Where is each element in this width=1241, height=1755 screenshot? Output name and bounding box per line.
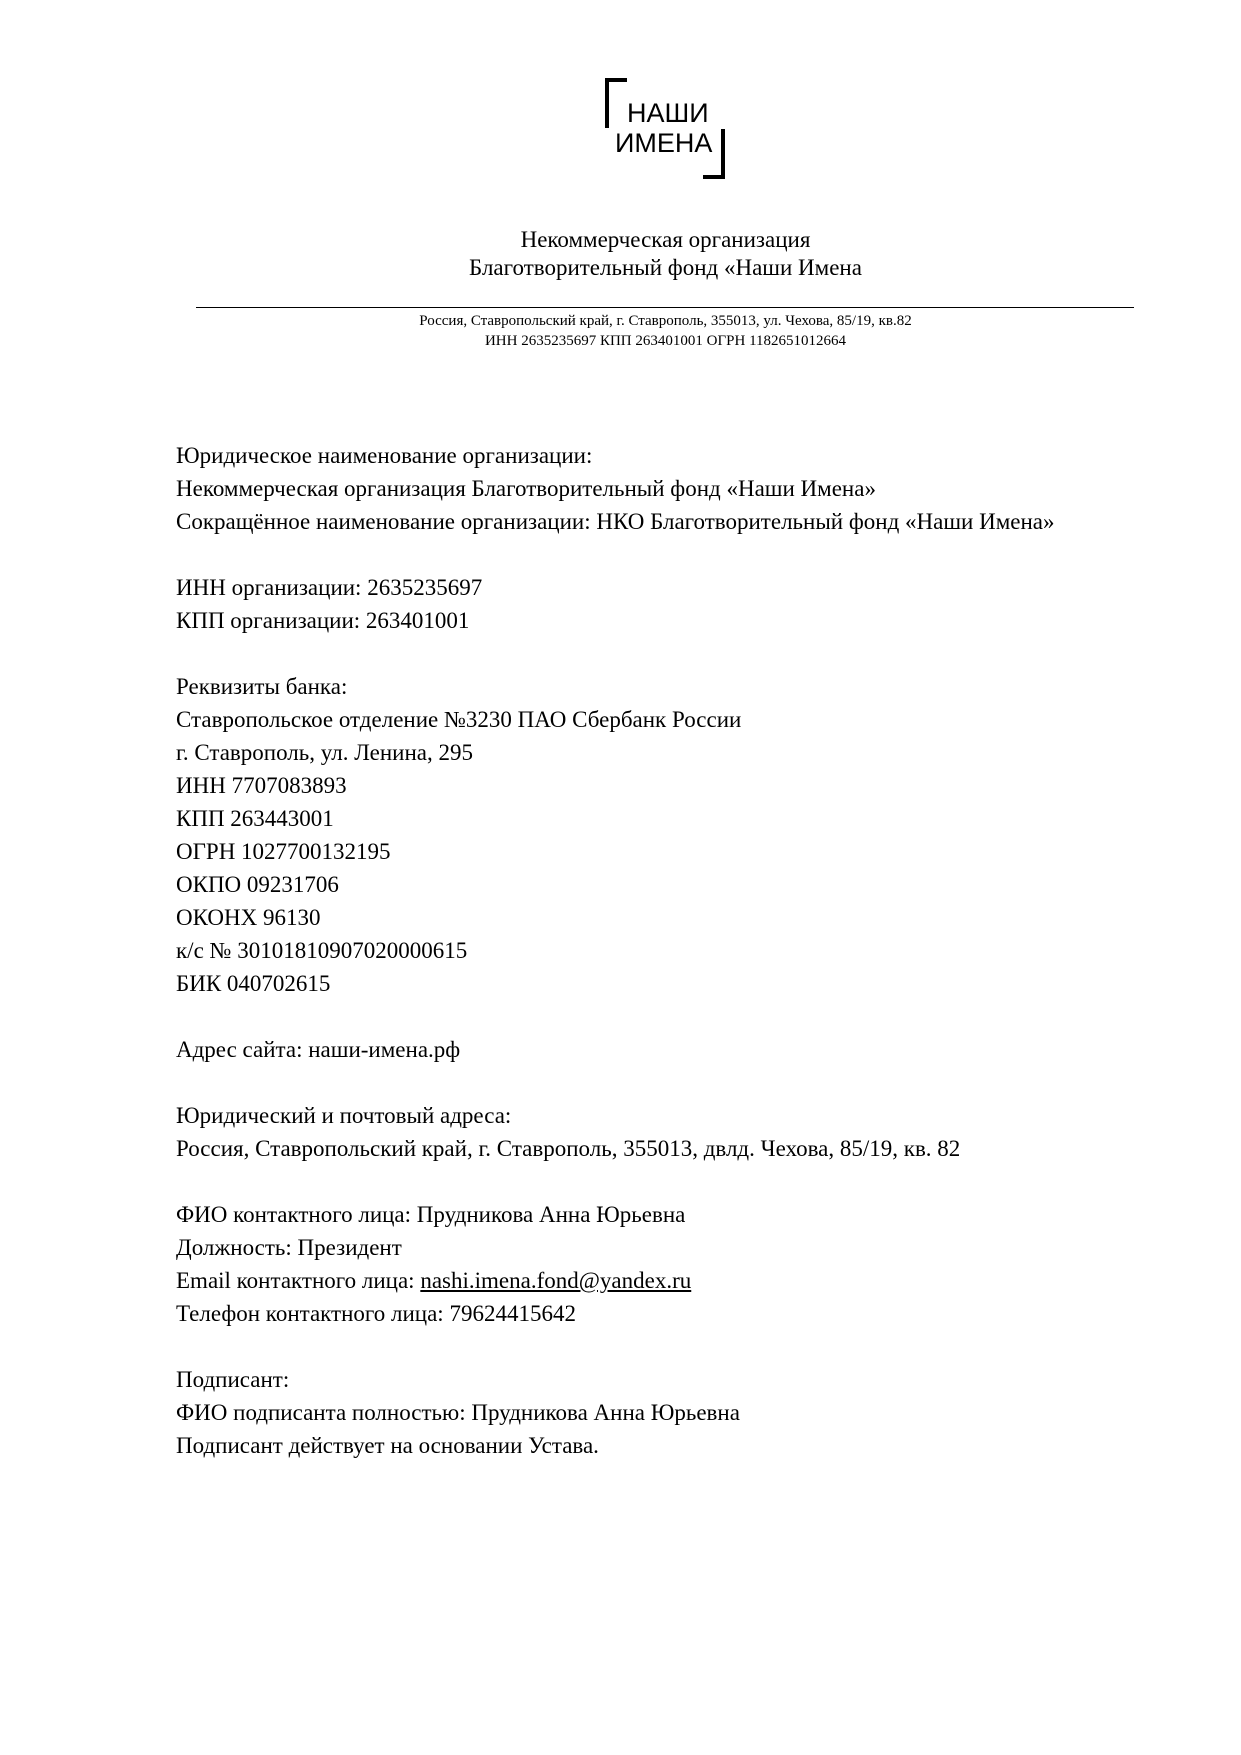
org-header xyxy=(0,226,1241,282)
org-type: Некоммерческая организация xyxy=(520,227,811,252)
bank-ogrn: ОГРН 1027700132195 xyxy=(176,839,391,864)
signer-name: ФИО подписанта полностью: Прудникова Анна Юрьевна xyxy=(176,1400,740,1425)
spacer xyxy=(176,538,1176,571)
spacer xyxy=(176,1066,1176,1099)
bank-label: Реквизиты банка: xyxy=(176,674,348,699)
bank-bik: БИК 040702615 xyxy=(176,971,331,996)
logo-line-2: ИМЕНА xyxy=(615,128,713,158)
legal-name: Некоммерческая организация Благотворительный фонд «Наши Имена» xyxy=(176,476,876,501)
bank-name: Ставропольское отделение №3230 ПАО Сбербанк России xyxy=(176,707,742,732)
contact-email-line xyxy=(176,1264,1176,1297)
bank-okonh: ОКОНХ 96130 xyxy=(176,905,321,930)
spacer xyxy=(176,1165,1176,1198)
header-divider xyxy=(196,307,1134,308)
header-registration: ИНН 2635235697 КПП 263401001 ОГРН 1182651012664 xyxy=(484,333,847,349)
org-inn: ИНН организации: 2635235697 xyxy=(176,575,483,600)
logo-text xyxy=(615,98,712,158)
contact-name: ФИО контактного лица: Прудникова Анна Юрьевна xyxy=(176,1202,686,1227)
contact-email-link[interactable]: nashi.imena.fond@yandex.ru xyxy=(420,1268,692,1293)
bank-address: г. Ставрополь, ул. Ленина, 295 xyxy=(176,740,474,765)
org-name: Благотворительный фонд «Наши Имена xyxy=(469,255,862,280)
contact-position: Должность: Президент xyxy=(176,1235,402,1260)
signer-label: Подписант: xyxy=(176,1367,290,1392)
short-name: Сокращённое наименование организации: НКО Благотворительный фонд «Наши Имена» xyxy=(176,509,1055,534)
spacer xyxy=(176,637,1176,670)
bank-okpo: ОКПО 09231706 xyxy=(176,872,339,897)
header-address: Россия, Ставропольский край, г. Ставрополь, 355013, ул. Чехова, 85/19, кв.82 xyxy=(419,313,912,329)
spacer xyxy=(176,1330,1176,1363)
org-kpp: КПП организации: 263401001 xyxy=(176,608,470,633)
bank-ks: к/с № 30101810907020000615 xyxy=(176,938,468,963)
legal-name-label: Юридическое наименование организации: xyxy=(176,443,593,468)
bank-kpp: КПП 263443001 xyxy=(176,806,334,831)
logo xyxy=(605,78,725,179)
contact-email-label: Email контактного лица: xyxy=(176,1268,421,1293)
postal-address: Россия, Ставропольский край, г. Ставрополь, 355013, двлд. Чехова, 85/19, кв. 82 xyxy=(176,1136,961,1161)
requisites-body xyxy=(176,439,1176,1462)
logo-line-1: НАШИ xyxy=(627,98,709,128)
contact-phone: Телефон контактного лица: 79624415642 xyxy=(176,1301,576,1326)
site-address: Адрес сайта: наши-имена.рф xyxy=(176,1037,461,1062)
postal-address-label: Юридический и почтовый адреса: xyxy=(176,1103,512,1128)
spacer xyxy=(176,1000,1176,1033)
bank-inn: ИНН 7707083893 xyxy=(176,773,347,798)
signer-basis: Подписант действует на основании Устава. xyxy=(176,1433,599,1458)
